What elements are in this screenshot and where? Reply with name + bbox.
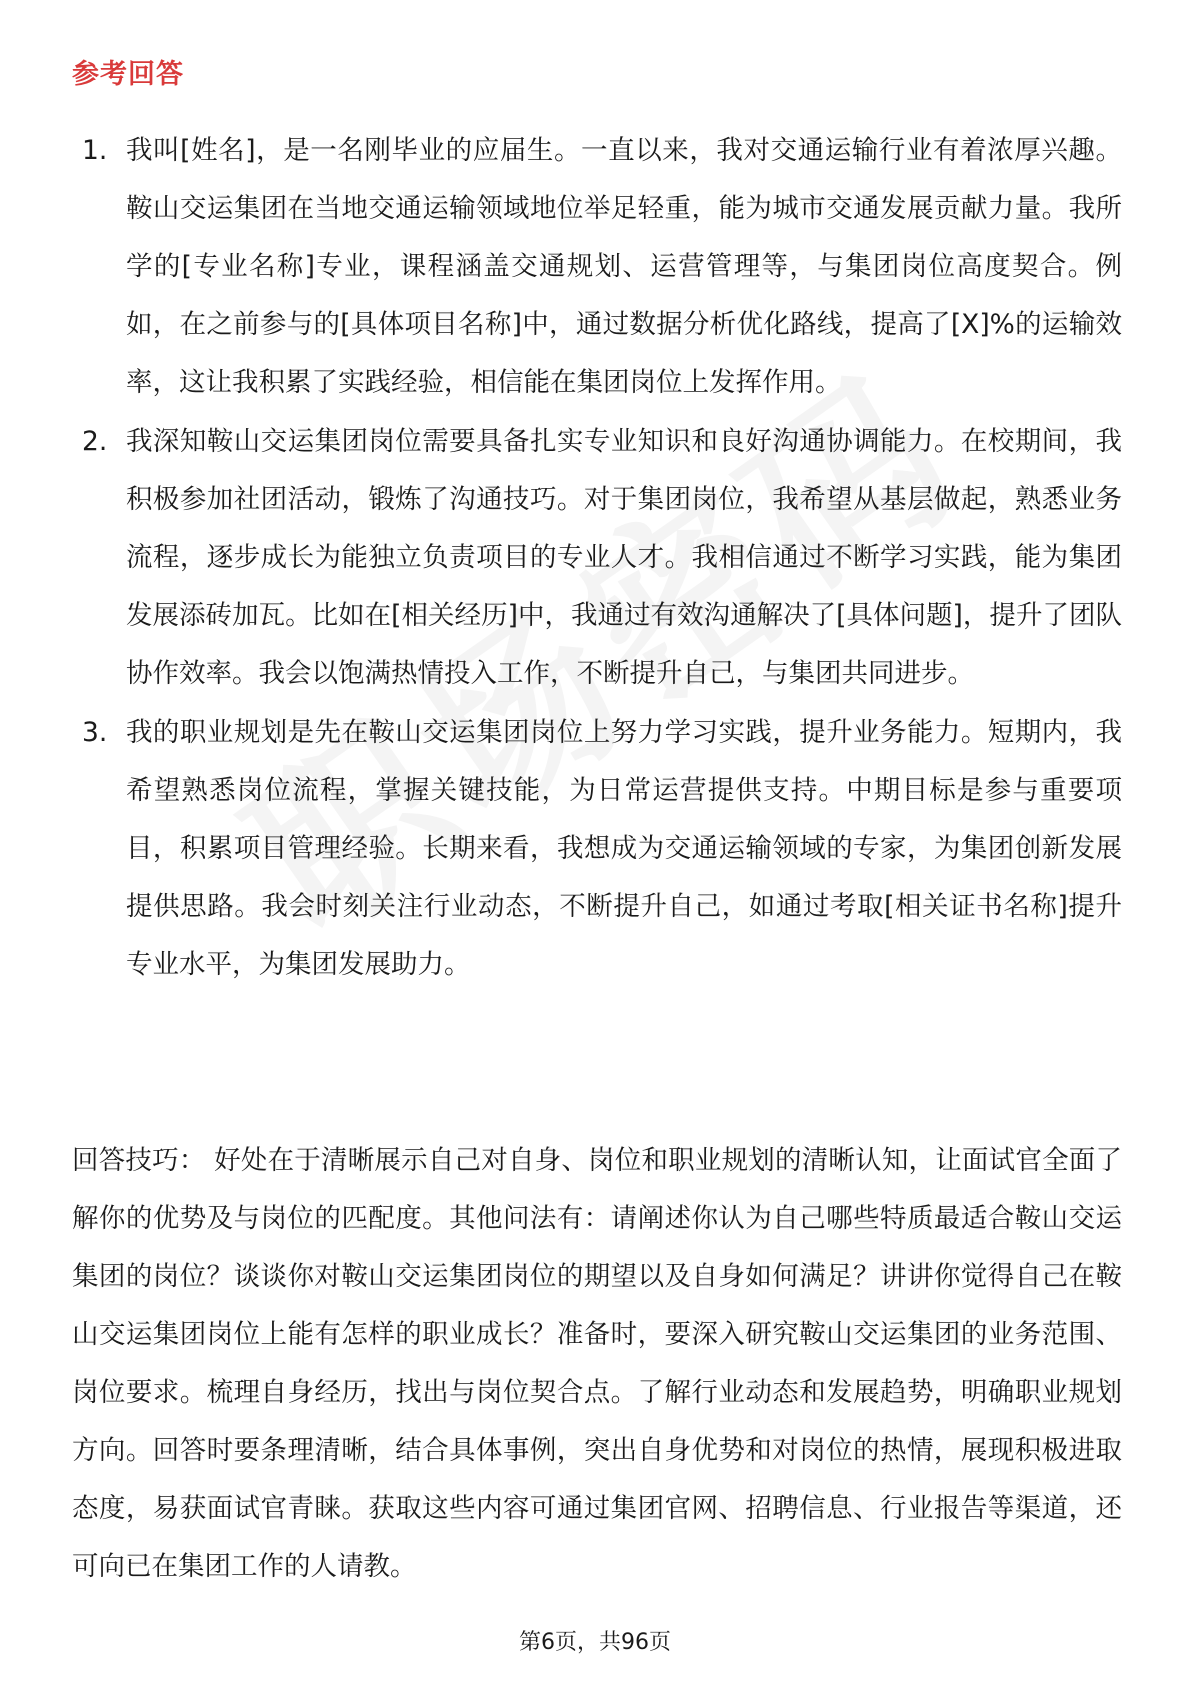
- answer-number: 2.: [82, 426, 108, 457]
- answer-number: 3.: [82, 717, 108, 748]
- answer-item: [82, 413, 1122, 703]
- answer-item: [82, 122, 1122, 412]
- answer-list: [82, 122, 1122, 995]
- answer-text: 我叫[姓名]，是一名刚毕业的应届生。一直以来，我对交通运输行业有着浓厚兴趣。鞍山交运集团在当地交通运输领域地位举足轻重，能为城市交通发展贡献力量。我所学的[专业名称]专业，课程涵盖交通规划、运营管理等，与集团岗位高度契合。例如，在之前参与的[具体项目名称]中，通过数据分析优化路线，提高了[X]%的运输效率，这让我积累了实践经验，相信能在集团岗位上发挥作用。: [126, 135, 1122, 398]
- page-number-footer: 第6页，共96页: [519, 1630, 671, 1655]
- answer-item: [82, 704, 1122, 994]
- answer-text: 我深知鞍山交运集团岗位需要具备扎实专业知识和良好沟通协调能力。在校期间，我积极参加社团活动，锻炼了沟通技巧。对于集团岗位，我希望从基层做起，熟悉业务流程，逐步成长为能独立负责项目的专业人才。我相信通过不断学习实践，能为集团发展添砖加瓦。比如在[相关经历]中，我通过有效沟通解决了[具体问题]，提升了团队协作效率。我会以饱满热情投入工作，不断提升自己，与集团共同进步。: [126, 426, 1122, 689]
- answer-tips-paragraph: 回答技巧： 好处在于清晰展示自己对自身、岗位和职业规划的清晰认知，让面试官全面了解你的优势及与岗位的匹配度。其他问法有：请阐述你认为自己哪些特质最适合鞍山交运集团的岗位？谈谈你对鞍山交运集团岗位的期望以及自身如何满足？讲讲你觉得自己在鞍山交运集团岗位上能有怎样的职业成长？准备时，要深入研究鞍山交运集团的业务范围、岗位要求。梳理自身经历，找出与岗位契合点。了解行业动态和发展趋势，明确职业规划方向。回答时要条理清晰，结合具体事例，突出自身优势和对岗位的热情，展现积极进取态度，易获面试官青睐。获取这些内容可通过集团官网、招聘信息、行业报告等渠道，还可向已在集团工作的人请教。: [72, 1145, 1122, 1582]
- answer-text: 我的职业规划是先在鞍山交运集团岗位上努力学习实践，提升业务能力。短期内，我希望熟悉岗位流程，掌握关键技能，为日常运营提供支持。中期目标是参与重要项目，积累项目管理经验。长期来看，我想成为交通运输领域的专家，为集团创新发展提供思路。我会时刻关注行业动态，不断提升自己，如通过考取[相关证书名称]提升专业水平，为集团发展助力。: [126, 717, 1122, 980]
- answer-number: 1.: [82, 135, 108, 166]
- section-heading: 参考回答: [72, 59, 184, 90]
